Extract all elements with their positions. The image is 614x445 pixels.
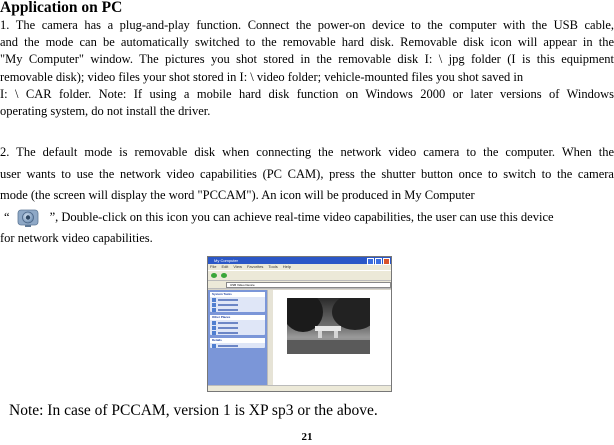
paragraph-line: operating system, do not install the driver. [0, 104, 211, 119]
maximize-icon [375, 258, 382, 265]
address-bar [208, 281, 391, 289]
panel-header: Other Places [210, 315, 265, 320]
menu-item: Favorites [246, 264, 264, 269]
menu-item: Tools [268, 264, 278, 269]
menu-item: Edit [221, 264, 229, 269]
paragraph-line: 2. The default mode is removable disk when connecting the network video camera to the computer. When the [0, 145, 614, 159]
note-text: Note: In case of PCCAM, version 1 is XP sp3 or the above. [9, 402, 378, 419]
minimize-icon [367, 258, 374, 265]
task-panel [210, 315, 265, 335]
panel-header: System Tasks [210, 292, 265, 297]
menu-item: File [210, 264, 217, 269]
paragraph-line: for network video capabilities. [0, 231, 153, 245]
paragraph-line: user wants to use the network video capabilities (PC CAM), press the shutter button once to switch to the camera [0, 166, 614, 181]
paragraph-line: 1. The camera has a plug-and-play function. Connect the power-on device to the computer with the USB cable, [0, 18, 614, 32]
window-content [208, 290, 391, 391]
paragraph-usb-disk-mode [0, 17, 614, 120]
paragraph-line: removable disk); video files your shot stored in I: \ video folder; vehicle-mounted files you shot saved in [0, 69, 524, 84]
window-toolbar [208, 270, 391, 281]
paragraph-line: mode (the screen will display the word "PCCAM"). An icon will be produced in My Computer [0, 188, 475, 202]
paragraph-line: and the mode can be automatically switched to the removable hard disk. Removable disk icon will appear in the [0, 35, 614, 50]
forward-icon [221, 273, 227, 278]
my-computer-screenshot [207, 256, 392, 392]
paragraph-line: "My Computer" window. The pictures you shot stored in the removable disk I: \ jpg folder (I is this equipment [0, 52, 614, 67]
panel-header: Details [210, 338, 265, 343]
section-heading: Application on PC [0, 0, 123, 16]
window-titlebar [208, 257, 391, 264]
paragraph-pccam-mode [0, 142, 614, 250]
window-controls [366, 258, 390, 267]
menu-item: Help [282, 264, 291, 269]
webcam-icon [12, 208, 48, 228]
status-bar [208, 385, 391, 391]
back-icon [211, 273, 217, 278]
window-title: My Computer [214, 258, 239, 263]
paragraph-text: ”, Double-click on this icon you can achieve real-time video capabilities, the user can use this device [49, 209, 554, 224]
open-quote: “ [4, 209, 10, 224]
address-field: USB Video Device [226, 282, 391, 288]
task-pane [208, 290, 267, 391]
paragraph-line: I: \ CAR folder. Note: If using a mobile hard disk function on Windows 2000 or later versions of Windows [0, 86, 614, 101]
scrollbar [267, 290, 273, 391]
paragraph-line-with-icon [0, 207, 614, 229]
camera-preview-image [287, 298, 370, 354]
task-panel [210, 338, 265, 348]
menu-item: View [233, 264, 242, 269]
task-panel [210, 292, 265, 312]
page-number: 21 [301, 431, 313, 443]
close-icon [383, 258, 390, 265]
